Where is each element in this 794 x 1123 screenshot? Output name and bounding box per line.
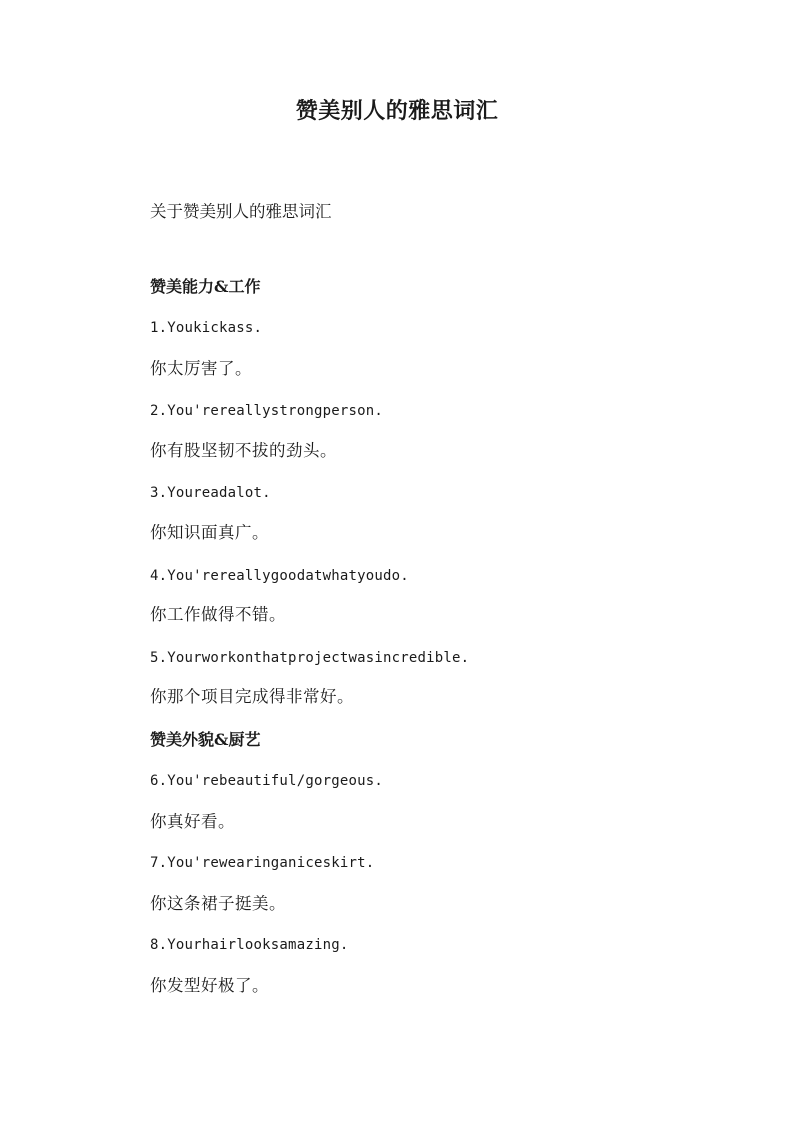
section-heading-appearance-cooking: 赞美外貌&厨艺 [150,730,261,749]
phrase-english: 6.You'rebeautiful/gorgeous. [150,773,383,789]
phrase-chinese: 你太厉害了。 [150,359,252,378]
intro-text: 关于赞美别人的雅思词汇 [150,202,332,221]
phrase-english: 8.Yourhairlooksamazing. [150,937,349,953]
phrase-chinese: 你知识面真广。 [150,523,269,542]
phrase-english: 4.You'rereallygoodatwhatyoudo. [150,568,409,584]
phrase-english: 1.Youkickass. [150,320,263,336]
section-heading-ability-work: 赞美能力&工作 [150,277,261,296]
phrase-chinese: 你那个项目完成得非常好。 [150,687,354,706]
phrase-english: 3.Youreadalot. [150,485,271,501]
phrase-english: 2.You'rereallystrongperson. [150,403,383,419]
phrase-chinese: 你发型好极了。 [150,976,269,995]
phrase-chinese: 你有股坚韧不拔的劲头。 [150,441,337,460]
phrase-chinese: 你工作做得不错。 [150,605,286,624]
phrase-english: 7.You'rewearinganiceskirt. [150,855,375,871]
phrase-chinese: 你这条裙子挺美。 [150,894,286,913]
phrase-english: 5.Yourworkonthatprojectwasincredible. [150,650,470,666]
phrase-chinese: 你真好看。 [150,812,235,831]
document-title: 赞美别人的雅思词汇 [295,98,499,124]
